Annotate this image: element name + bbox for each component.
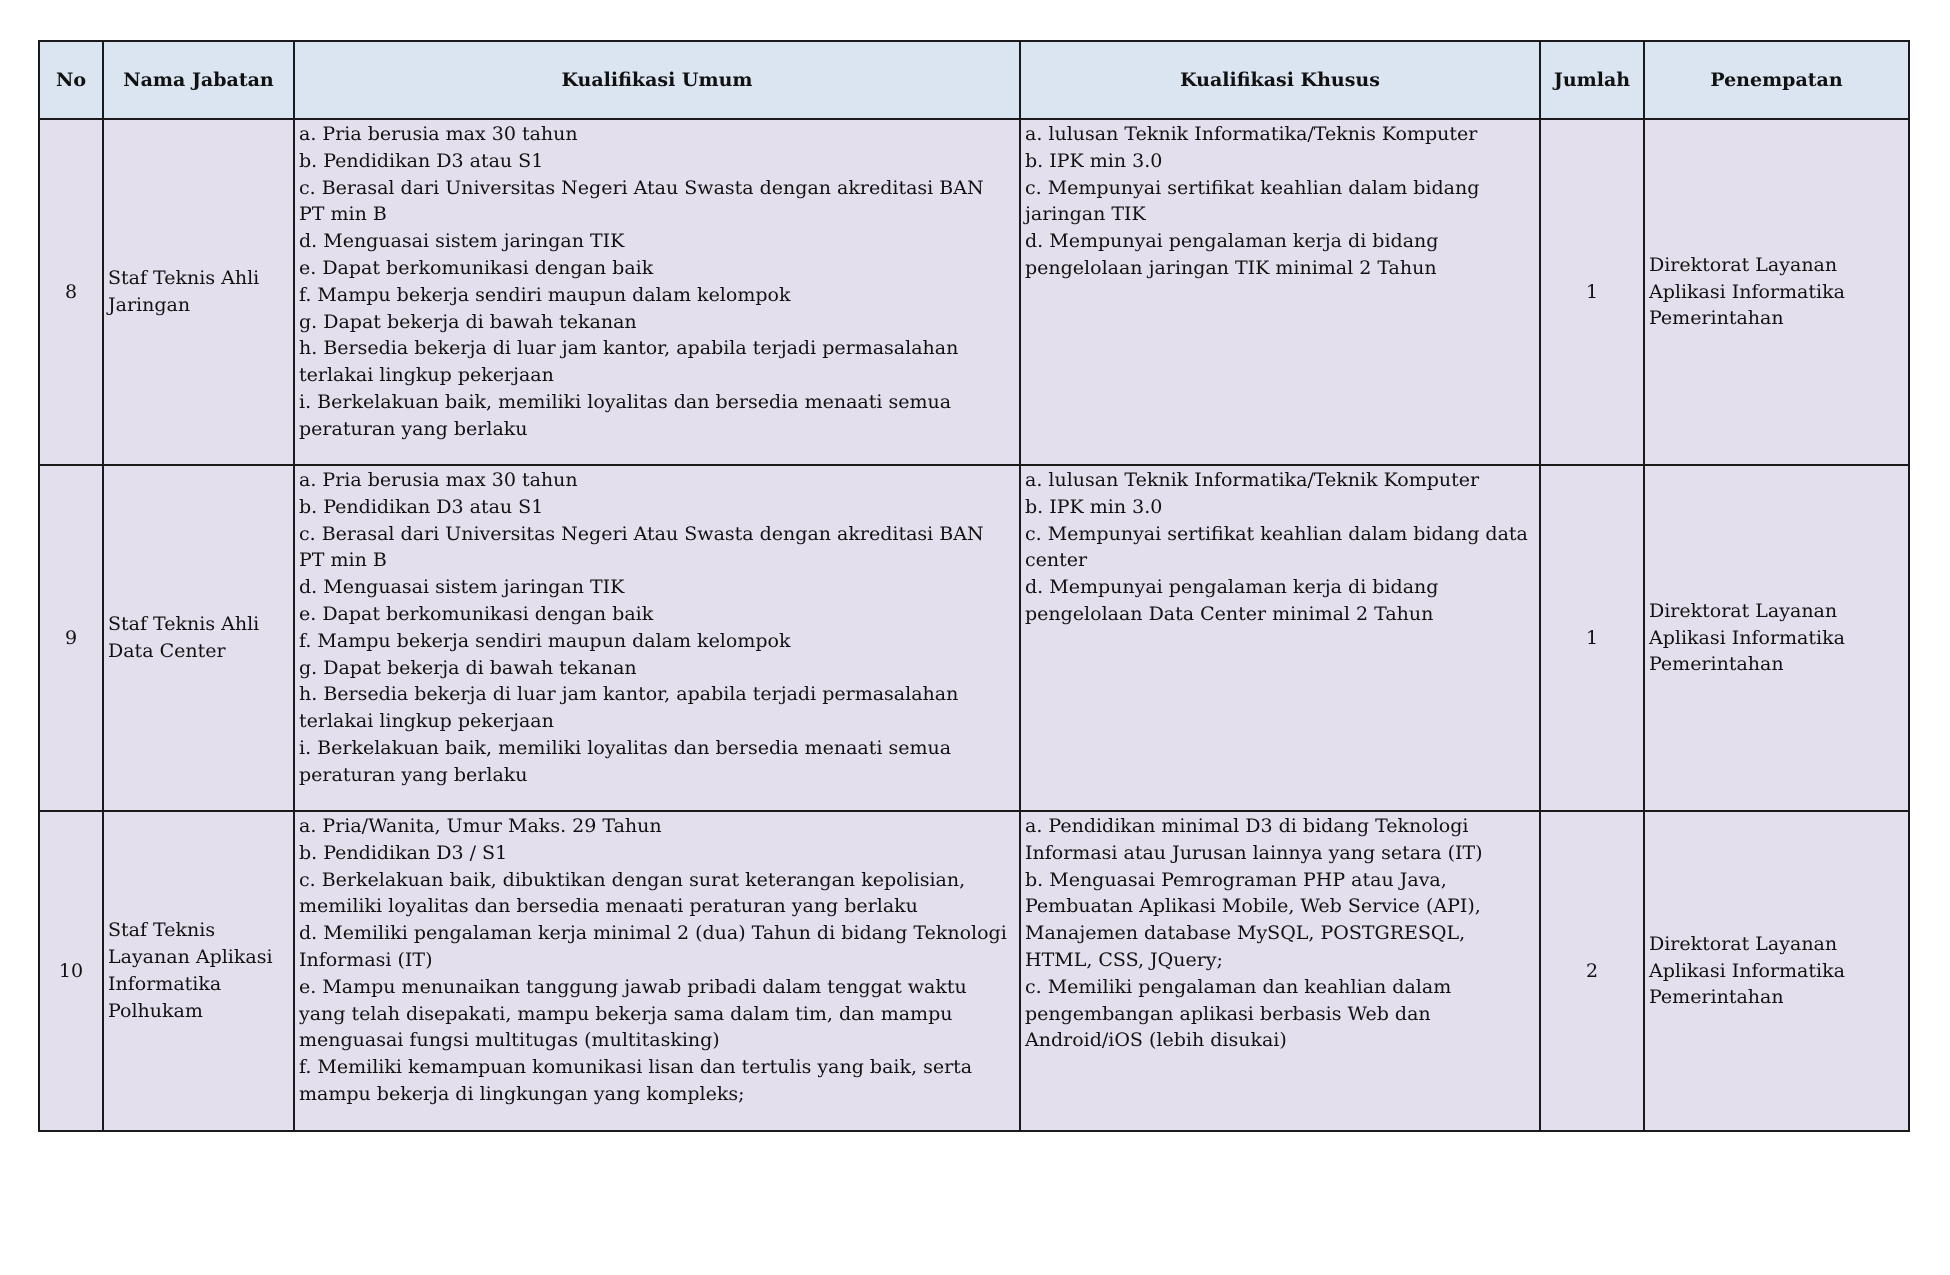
khusus-item: a. Pendidikan minimal D3 di bidang Teknologi Informasi atau Jurusan lainnya yang setara (IT) (1025, 815, 1483, 864)
umum-item: i. Berkelakuan baik, memiliki loyalitas dan bersedia menaati semua peraturan yang berlaku (299, 390, 952, 440)
header-penempatan: Penempatan (1644, 41, 1909, 119)
cell-kualifikasi-umum (294, 119, 1020, 465)
umum-item: d. Menguasai sistem jaringan TIK (299, 230, 625, 253)
umum-item: b. Pendidikan D3 atau S1 (299, 149, 544, 172)
header-nama-jabatan: Nama Jabatan (103, 41, 294, 119)
cell-nama-jabatan: Staf Teknis Ahli Data Center (103, 465, 294, 811)
cell-kualifikasi-khusus (1020, 119, 1540, 465)
umum-item: c. Berasal dari Universitas Negeri Atau Swasta dengan akreditasi BAN PT min B (299, 176, 984, 226)
umum-item: g. Dapat bekerja di bawah tekanan (299, 310, 637, 333)
khusus-item: d. Mempunyai pengalaman kerja di bidang pengelolaan Data Center minimal 2 Tahun (1025, 576, 1439, 625)
cell-kualifikasi-khusus (1020, 465, 1540, 811)
cell-no: 8 (39, 119, 103, 465)
job-qualification-table (38, 40, 1910, 1132)
umum-item: h. Bersedia bekerja di luar jam kantor, apabila terjadi permasalahan terlakai lingkup pekerjaan (299, 683, 959, 733)
header-kualifikasi-khusus: Kualifikasi Khusus (1020, 41, 1540, 119)
umum-item: d. Menguasai sistem jaringan TIK (299, 576, 625, 599)
cell-jumlah: 2 (1540, 811, 1644, 1131)
khusus-item: b. Menguasai Pemrograman PHP atau Java, Pembuatan Aplikasi Mobile, Web Service (API), Manajemen database MySQL, POSTGRESQL, HTML, CSS, JQuery; (1025, 868, 1481, 971)
table-row (39, 811, 1909, 1131)
khusus-item: c. Memiliki pengalaman dan keahlian dalam pengembangan aplikasi berbasis Web dan Android/iOS (lebih disukai) (1025, 975, 1452, 1052)
khusus-item: c. Mempunyai sertifikat keahlian dalam bidang jaringan TIK (1025, 176, 1480, 226)
khusus-item: c. Mempunyai sertifikat keahlian dalam bidang data center (1025, 522, 1528, 572)
header-jumlah: Jumlah (1540, 41, 1644, 119)
cell-kualifikasi-umum (294, 811, 1020, 1131)
umum-item: f. Mampu bekerja sendiri maupun dalam kelompok (299, 629, 791, 652)
umum-item: b. Pendidikan D3 atau S1 (299, 495, 544, 518)
cell-no: 9 (39, 465, 103, 811)
umum-item: i. Berkelakuan baik, memiliki loyalitas dan bersedia menaati semua peraturan yang berlaku (299, 736, 952, 786)
cell-nama-jabatan: Staf Teknis Layanan Aplikasi Informatika Polhukam (103, 811, 294, 1131)
umum-item: e. Dapat berkomunikasi dengan baik (299, 256, 654, 279)
header-kualifikasi-umum: Kualifikasi Umum (294, 41, 1020, 119)
umum-item: f. Memiliki kemampuan komunikasi lisan dan tertulis yang baik, serta mampu bekerja di lingkungan yang kompleks; (299, 1056, 973, 1105)
umum-item: e. Dapat berkomunikasi dengan baik (299, 602, 654, 625)
header-no: No (39, 41, 103, 119)
umum-item: h. Bersedia bekerja di luar jam kantor, apabila terjadi permasalahan terlakai lingkup pekerjaan (299, 337, 959, 387)
cell-kualifikasi-khusus (1020, 811, 1540, 1131)
table-header-row (39, 41, 1909, 119)
cell-no: 10 (39, 811, 103, 1131)
cell-jumlah: 1 (1540, 465, 1644, 811)
khusus-item: a. lulusan Teknik Informatika/Teknik Komputer (1025, 469, 1480, 491)
umum-item: g. Dapat bekerja di bawah tekanan (299, 656, 637, 679)
umum-item: a. Pria berusia max 30 tahun (299, 469, 578, 491)
table-row (39, 119, 1909, 465)
cell-penempatan: Direktorat Layanan Aplikasi Informatika Pemerintahan (1644, 119, 1909, 465)
khusus-item: b. IPK min 3.0 (1025, 149, 1163, 172)
umum-item: c. Berkelakuan baik, dibuktikan dengan surat keterangan kepolisian, memiliki loyalitas dan bersedia menaati peraturan yang berlaku (299, 868, 966, 918)
umum-item: a. Pria berusia max 30 tahun (299, 123, 578, 145)
cell-nama-jabatan: Staf Teknis Ahli Jaringan (103, 119, 294, 465)
khusus-item: d. Mempunyai pengalaman kerja di bidang pengelolaan jaringan TIK minimal 2 Tahun (1025, 230, 1439, 279)
khusus-item: a. lulusan Teknik Informatika/Teknis Komputer (1025, 123, 1478, 145)
cell-kualifikasi-umum (294, 465, 1020, 811)
umum-item: e. Mampu menunaikan tanggung jawab pribadi dalam tenggat waktu yang telah disepakati, mampu bekerja sama dalam tim, dan mampu menguasai fungsi multitugas (multitasking) (299, 975, 967, 1052)
cell-penempatan: Direktorat Layanan Aplikasi Informatika Pemerintahan (1644, 465, 1909, 811)
cell-jumlah: 1 (1540, 119, 1644, 465)
umum-item: a. Pria/Wanita, Umur Maks. 29 Tahun (299, 815, 662, 837)
umum-item: b. Pendidikan D3 / S1 (299, 841, 508, 864)
umum-item: d. Memiliki pengalaman kerja minimal 2 (dua) Tahun di bidang Teknologi Informasi (IT) (299, 922, 1007, 971)
cell-penempatan: Direktorat Layanan Aplikasi Informatika Pemerintahan (1644, 811, 1909, 1131)
job-table-wrapper (38, 40, 1908, 1132)
khusus-item: b. IPK min 3.0 (1025, 495, 1163, 518)
umum-item: f. Mampu bekerja sendiri maupun dalam kelompok (299, 283, 791, 306)
umum-item: c. Berasal dari Universitas Negeri Atau Swasta dengan akreditasi BAN PT min B (299, 522, 984, 572)
table-row (39, 465, 1909, 811)
